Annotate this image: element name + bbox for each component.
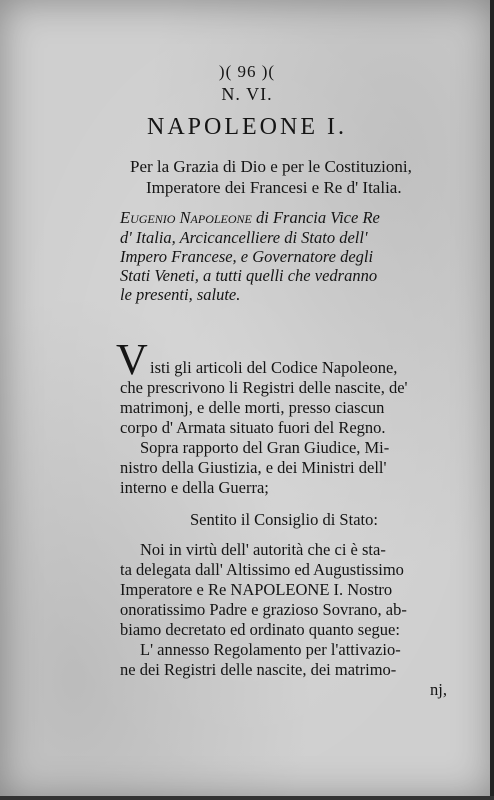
subtitle-line-2: Imperatore dei Francesi e Re d' Italia. (146, 178, 402, 197)
para3-line-5: biamo decretato ed ordinato quanto segue: (120, 620, 400, 639)
heard-line: Sentito il Consiglio di Stato: (190, 510, 378, 529)
page-edge-bottom (0, 796, 494, 800)
intro-name: Eugenio Napoleone (120, 208, 252, 227)
drop-cap: V (116, 335, 148, 384)
intro-name-rest: di Francia Vice Re (251, 208, 380, 227)
para1-line-4: corpo d' Armata situato fuori del Regno. (120, 418, 386, 437)
intro-line-3: Impero Francese, e Governatore degli (120, 247, 374, 266)
para3-line-3: Imperatore e Re NAPOLEONE I. Nostro (120, 580, 393, 599)
para4-line-2: ne dei Registri delle nascite, dei matrimo- (120, 660, 397, 679)
intro-line-1 (120, 208, 470, 227)
para1-line-1: isti gli articoli del Codice Napoleone, (150, 358, 398, 377)
para2-line-1: Sopra rapporto del Gran Giudice, Mi- (140, 438, 390, 457)
para3-line-2: ta delegata dall' Altissimo ed Augustissimo (120, 560, 404, 579)
para4-line-1: L' annesso Regolamento per l'attivazio- (140, 640, 401, 659)
subtitle-line-1: Per la Grazia di Dio e per le Costituzioni, (130, 157, 412, 176)
intro-line-2: d' Italia, Arcicancelliere di Stato dell' (120, 228, 368, 247)
page-title: NAPOLEONE I. (147, 114, 347, 140)
intro-line-5: le presenti, salute. (120, 285, 241, 304)
intro-line-4: Stati Veneti, a tutti quelli che vedranno (120, 266, 378, 285)
para2-line-2: nistro della Giustizia, e dei Ministri dell' (120, 458, 387, 477)
catchword: nj, (430, 680, 447, 699)
para3-line-4: onoratissimo Padre e grazioso Sovrano, ab- (120, 600, 407, 619)
section-number: N. VI. (221, 84, 273, 104)
para3-line-1: Noi in virtù dell' autorità che ci è sta- (140, 540, 386, 559)
page-number: )( 96 )( (218, 62, 276, 81)
para1-line-3: matrimonj, e delle morti, presso ciascun (120, 398, 385, 417)
para2-line-3: interno e della Guerra; (120, 478, 269, 497)
para1-line-2: che prescrivono li Registri delle nascite, de' (120, 378, 408, 397)
